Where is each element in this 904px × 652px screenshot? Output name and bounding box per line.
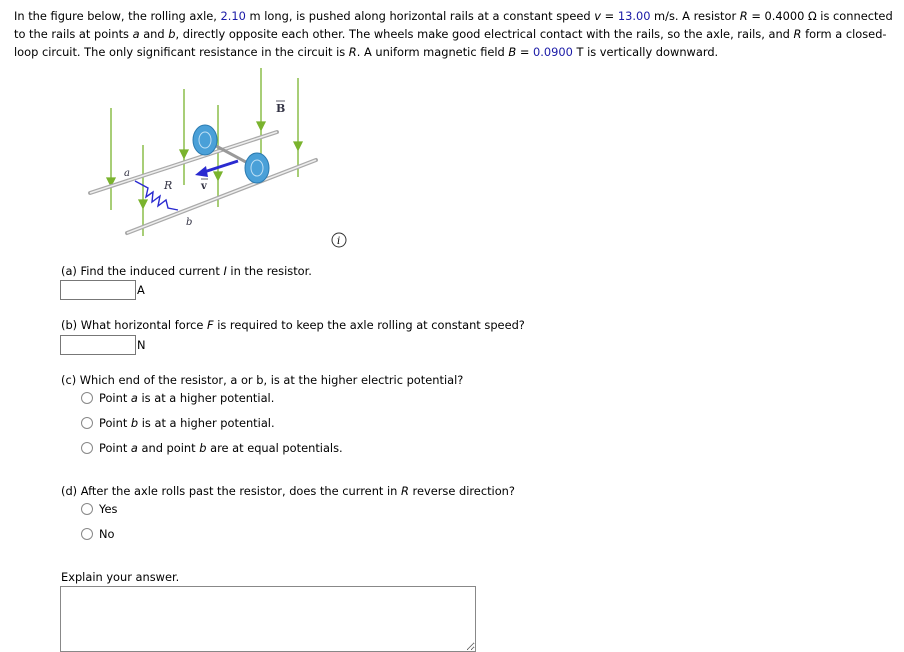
label-b: b bbox=[186, 217, 193, 228]
option-yes: Yes bbox=[99, 502, 118, 516]
option-no: No bbox=[99, 527, 115, 541]
wheel-back bbox=[193, 125, 217, 155]
option-point-b-higher: Point b is at a higher potential. bbox=[99, 416, 275, 430]
option-point-a-higher: Point a is at a higher potential. bbox=[99, 391, 275, 405]
info-icon[interactable] bbox=[332, 233, 346, 247]
wheel-front bbox=[245, 153, 269, 183]
rolling-axle-figure bbox=[0, 0, 360, 260]
problem-statement: In the figure below, the rolling axle, 2.10 m long, is pushed along horizontal rails at a constant speed v = 13.00 m/s. A resistor R = 0.4000 Ω is connected to the rails at points a and b, directly opposite each other. The wheels make good electrical contact with the rails, so the axle, rails, and R form a closed-loop circuit. The only significant resistance in the circuit is R. A uniform magnetic field B = 0.0900 T is vertically downward. bbox=[14, 9, 893, 59]
velocity-arrow bbox=[204, 161, 238, 172]
label-a: a bbox=[124, 168, 130, 179]
svg-text:i: i bbox=[337, 236, 341, 247]
option-equal-potentials: Point a and point b are at equal potentials. bbox=[99, 441, 343, 455]
explanation-textarea[interactable] bbox=[60, 586, 476, 652]
explain-label: Explain your answer. bbox=[61, 570, 180, 584]
part-a-question: (a) Find the induced current I in the resistor. bbox=[61, 264, 312, 278]
label-v: v bbox=[201, 181, 207, 192]
label-r: R bbox=[164, 179, 173, 192]
unit-newtons: N bbox=[137, 338, 146, 352]
label-b-field: B bbox=[276, 102, 286, 115]
radio-equal-potentials[interactable] bbox=[81, 442, 93, 454]
part-c-question: (c) Which end of the resistor, a or b, is at the higher electric potential? bbox=[61, 373, 464, 387]
force-answer-input[interactable] bbox=[60, 335, 136, 355]
radio-yes[interactable] bbox=[81, 503, 93, 515]
radio-no[interactable] bbox=[81, 528, 93, 540]
current-answer-input[interactable] bbox=[60, 280, 136, 300]
radio-point-a-higher[interactable] bbox=[81, 392, 93, 404]
part-d-question: (d) After the axle rolls past the resistor, does the current in R reverse direction? bbox=[61, 484, 515, 498]
part-b-question: (b) What horizontal force F is required to keep the axle rolling at constant speed? bbox=[61, 318, 525, 332]
unit-amperes: A bbox=[137, 283, 145, 297]
radio-point-b-higher[interactable] bbox=[81, 417, 93, 429]
